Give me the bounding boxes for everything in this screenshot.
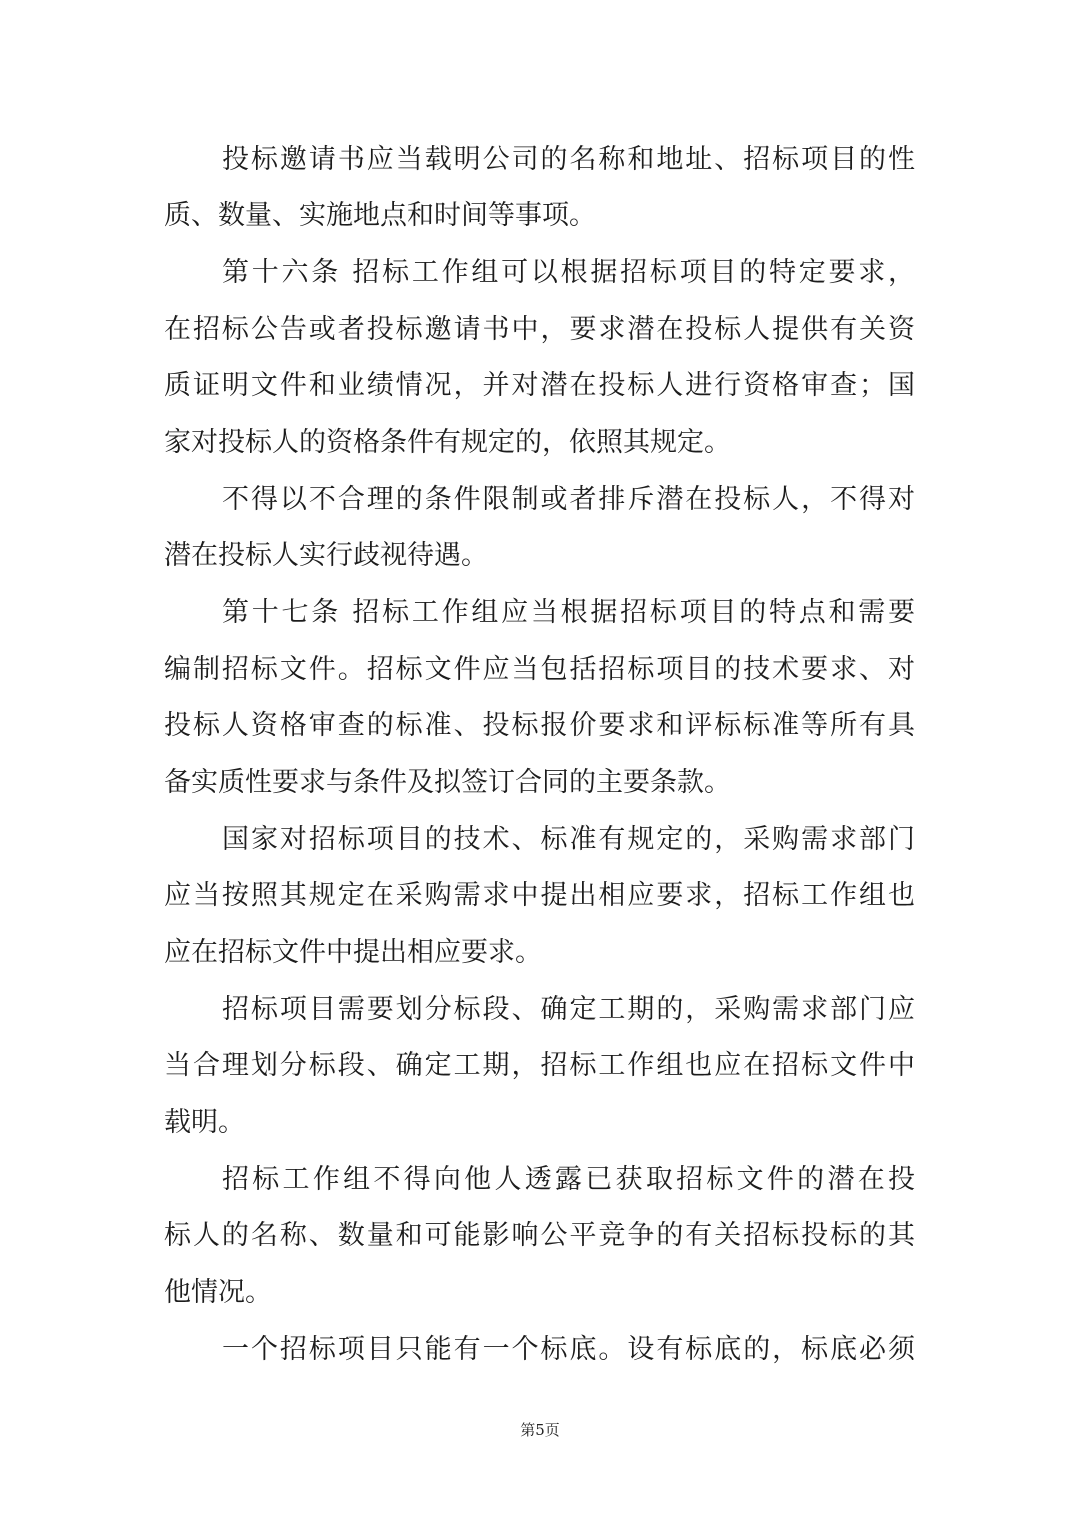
text-line: 质证明文件和业绩情况，并对潜在投标人进行资格审查；国 [164, 370, 915, 401]
text-line: 载明。 [164, 1107, 245, 1138]
page-number: 第5页 [520, 1421, 560, 1439]
text-line: 国家对招标项目的技术、标准有规定的，采购需求部门 [222, 824, 915, 855]
text-line: 备实质性要求与条件及拟签订合同的主要条款。 [164, 767, 731, 798]
text-line: 家对投标人的资格条件有规定的，依照其规定。 [164, 427, 731, 458]
text-line: 第十六条 招标工作组可以根据招标项目的特定要求， [222, 257, 915, 288]
text-line: 当合理划分标段、确定工期，招标工作组也应在招标文件中 [164, 1050, 915, 1081]
text-line: 质、数量、实施地点和时间等事项。 [164, 200, 596, 231]
text-line: 应当按照其规定在采购需求中提出相应要求，招标工作组也 [164, 880, 915, 911]
text-line: 潜在投标人实行歧视待遇。 [164, 540, 488, 571]
text-line: 应在招标文件中提出相应要求。 [164, 937, 542, 968]
text-line: 编制招标文件。招标文件应当包括招标项目的技术要求、对 [164, 654, 915, 685]
text-line: 招标项目需要划分标段、确定工期的，采购需求部门应 [222, 994, 915, 1025]
text-line: 第十七条 招标工作组应当根据招标项目的特点和需要 [222, 597, 915, 628]
text-line: 投标人资格审查的标准、投标报价要求和评标标准等所有具 [164, 710, 915, 741]
text-line: 在招标公告或者投标邀请书中，要求潜在投标人提供有关资 [164, 314, 915, 345]
text-line: 一个招标项目只能有一个标底。设有标底的，标底必须 [222, 1334, 915, 1365]
text-line: 招标工作组不得向他人透露已获取招标文件的潜在投 [222, 1164, 915, 1195]
text-line: 不得以不合理的条件限制或者排斥潜在投标人，不得对 [222, 484, 915, 515]
text-line: 标人的名称、数量和可能影响公平竞争的有关招标投标的其 [164, 1220, 915, 1251]
text-line: 他情况。 [164, 1277, 272, 1308]
text-line: 投标邀请书应当载明公司的名称和地址、招标项目的性 [222, 144, 915, 175]
